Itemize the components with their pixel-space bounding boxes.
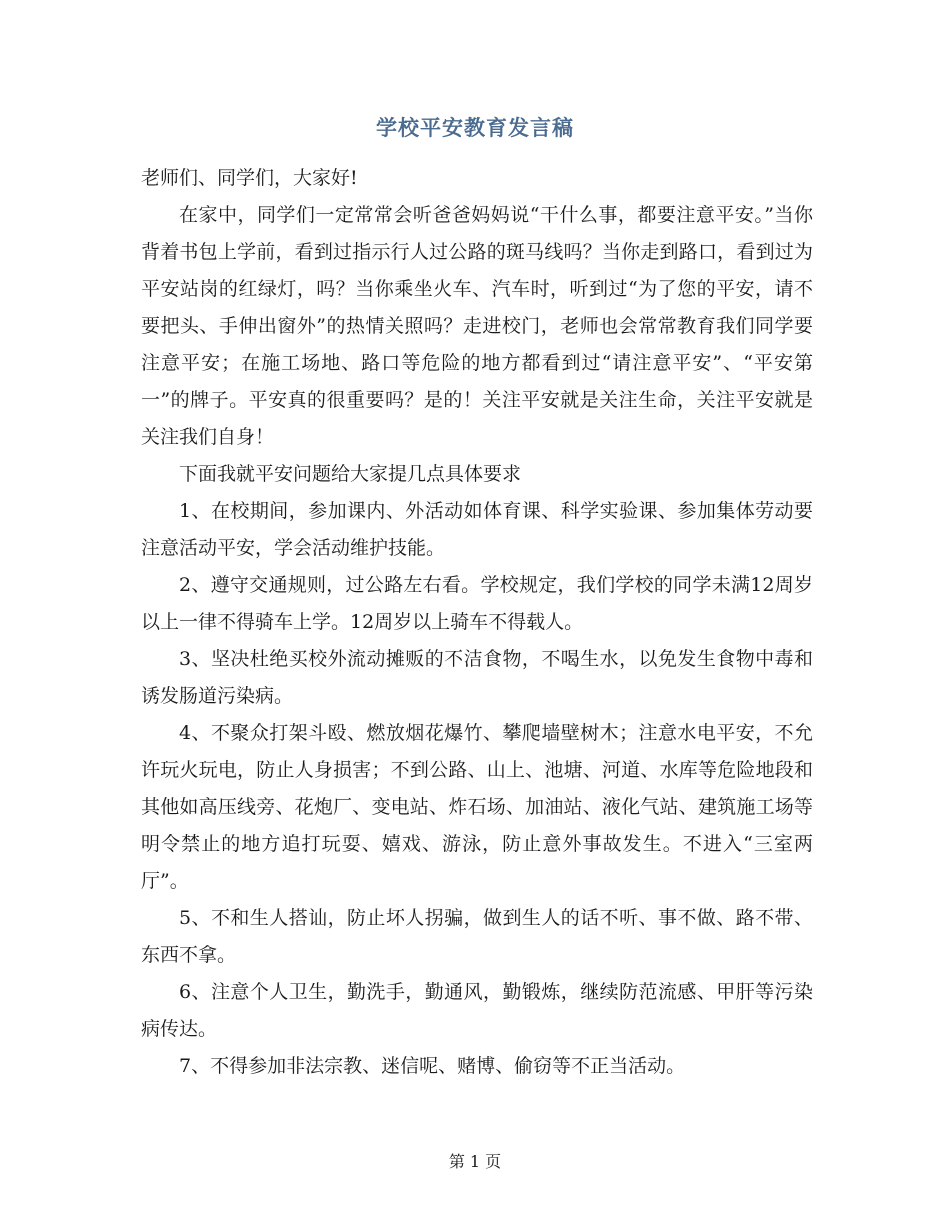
- paragraph-rule-3: 3、坚决杜绝买校外流动摊贩的不洁食物，不喝生水，以免发生食物中毒和诱发肠道污染病。: [141, 648, 813, 707]
- paragraph-rule-5: 5、不和生人搭讪，防止坏人拐骗，做到生人的话不听、事不做、路不带、东西不拿。: [141, 907, 813, 966]
- paragraph-rule-2: 2、遵守交通规则，过公路左右看。学校规定，我们学校的同学未满12周岁以上一律不得骑车上学。12周岁以上骑车不得载人。: [141, 574, 813, 633]
- page-number: 第 1 页: [448, 1152, 502, 1171]
- paragraph-rule-4: 4、不聚众打架斗殴、燃放烟花爆竹、攀爬墙壁树木；注意水电平安，不允许玩火玩电，防止人身损害；不到公路、山上、池塘、河道、水库等危险地段和其他如高压线旁、花炮厂、变电站、炸石场、加油站、液化气站、建筑施工场等明令禁止的地方追打玩耍、嬉戏、游泳，防止意外事故发生。不进入“三室两厅”。: [141, 722, 813, 892]
- paragraph-intro: 在家中，同学们一定常常会听爸爸妈妈说“干什么事，都要注意平安。”当你背着书包上学前，看到过指示行人过公路的斑马线吗？当你走到路口，看到过为平安站岗的红绿灯，吗？当你乘坐火车、汽车时，听到过“为了您的平安，请不要把头、手伸出窗外”的热情关照吗？走进校门，老师也会常常教育我们同学要注意平安；在施工场地、路口等危险的地方都看到过“请注意平安”、“平安第一”的牌子。平安真的很重要吗？是的！关注平安就是关注生命，关注平安就是关注我们自身！: [141, 204, 813, 448]
- document-title: 学校平安教育发言稿: [376, 116, 574, 140]
- paragraph-rule-1: 1、在校期间，参加课内、外活动如体育课、科学实验课、参加集体劳动要注意活动平安，学会活动维护技能。: [141, 500, 813, 559]
- paragraph-rule-7: 7、不得参加非法宗教、迷信呢、赌博、偷窃等不正当活动。: [179, 1055, 686, 1077]
- document-body: [141, 160, 813, 1085]
- paragraph-requirements-heading: 下面我就平安问题给大家提几点具体要求: [179, 463, 522, 485]
- paragraph-rule-6: 6、注意个人卫生，勤洗手，勤通风，勤锻炼，继续防范流感、甲肝等污染病传达。: [141, 981, 813, 1040]
- greeting: 老师们、同学们，大家好!: [141, 167, 358, 189]
